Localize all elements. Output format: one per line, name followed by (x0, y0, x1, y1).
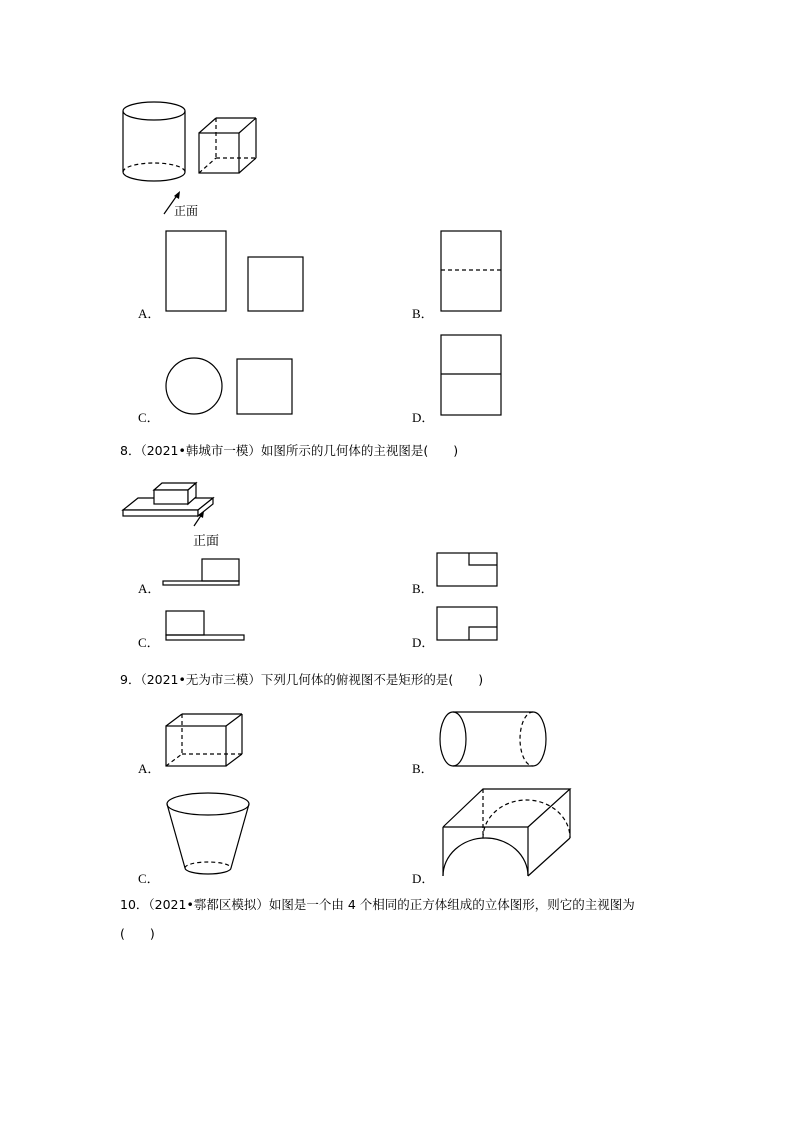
q9-option-d-figure[interactable] (438, 786, 574, 882)
q10-question-stem-line2: ( ) (120, 926, 155, 941)
q9-option-c-label[interactable]: C． (138, 871, 160, 886)
q7-cube-figure (196, 115, 271, 180)
q9-option-d-label[interactable]: D． (412, 871, 435, 886)
q7-option-c-label[interactable]: C． (138, 410, 160, 425)
q7-cylinder-figure (118, 98, 198, 188)
q7-option-a-label[interactable]: A． (138, 306, 161, 321)
q7-option-c-figure[interactable] (165, 357, 300, 419)
q8-option-a-figure[interactable] (162, 557, 244, 589)
q8-question-stem: 8．（2021•韩城市一模）如图所示的几何体的主视图是( ) (120, 443, 459, 458)
q7-option-a-figure[interactable] (165, 230, 310, 315)
q9-option-b-label[interactable]: B． (412, 761, 434, 776)
q8-option-c-figure[interactable] (164, 609, 248, 643)
q9-question-stem: 9．（2021•无为市三模）下列几何体的俯视图不是矩形的是( ) (120, 672, 484, 687)
q9-option-c-figure[interactable] (162, 790, 254, 880)
q8-option-b-label[interactable]: B． (412, 581, 434, 596)
q7-option-d-figure[interactable] (440, 334, 505, 419)
q9-option-a-figure[interactable] (164, 712, 246, 774)
q8-option-d-figure[interactable] (436, 606, 502, 642)
q10-question-stem-line1: 10．（2021•鄠都区模拟）如图是一个由 4 个相同的正方体组成的立体图形，则它的主视图为 (120, 897, 635, 912)
q7-front-label: 正面 (174, 204, 199, 218)
q7-option-b-figure[interactable] (440, 230, 505, 315)
q7-option-b-label[interactable]: B． (412, 306, 434, 321)
q9-option-b-figure[interactable] (438, 710, 554, 770)
q8-option-d-label[interactable]: D． (412, 635, 435, 650)
q8-option-c-label[interactable]: C． (138, 635, 160, 650)
q8-option-b-figure[interactable] (436, 552, 502, 588)
q8-option-a-label[interactable]: A． (138, 581, 161, 596)
q8-front-arrow-icon (190, 510, 210, 530)
q9-option-a-label[interactable]: A． (138, 761, 161, 776)
q8-front-label: 正面 (193, 534, 220, 549)
q7-option-d-label[interactable]: D． (412, 410, 435, 425)
